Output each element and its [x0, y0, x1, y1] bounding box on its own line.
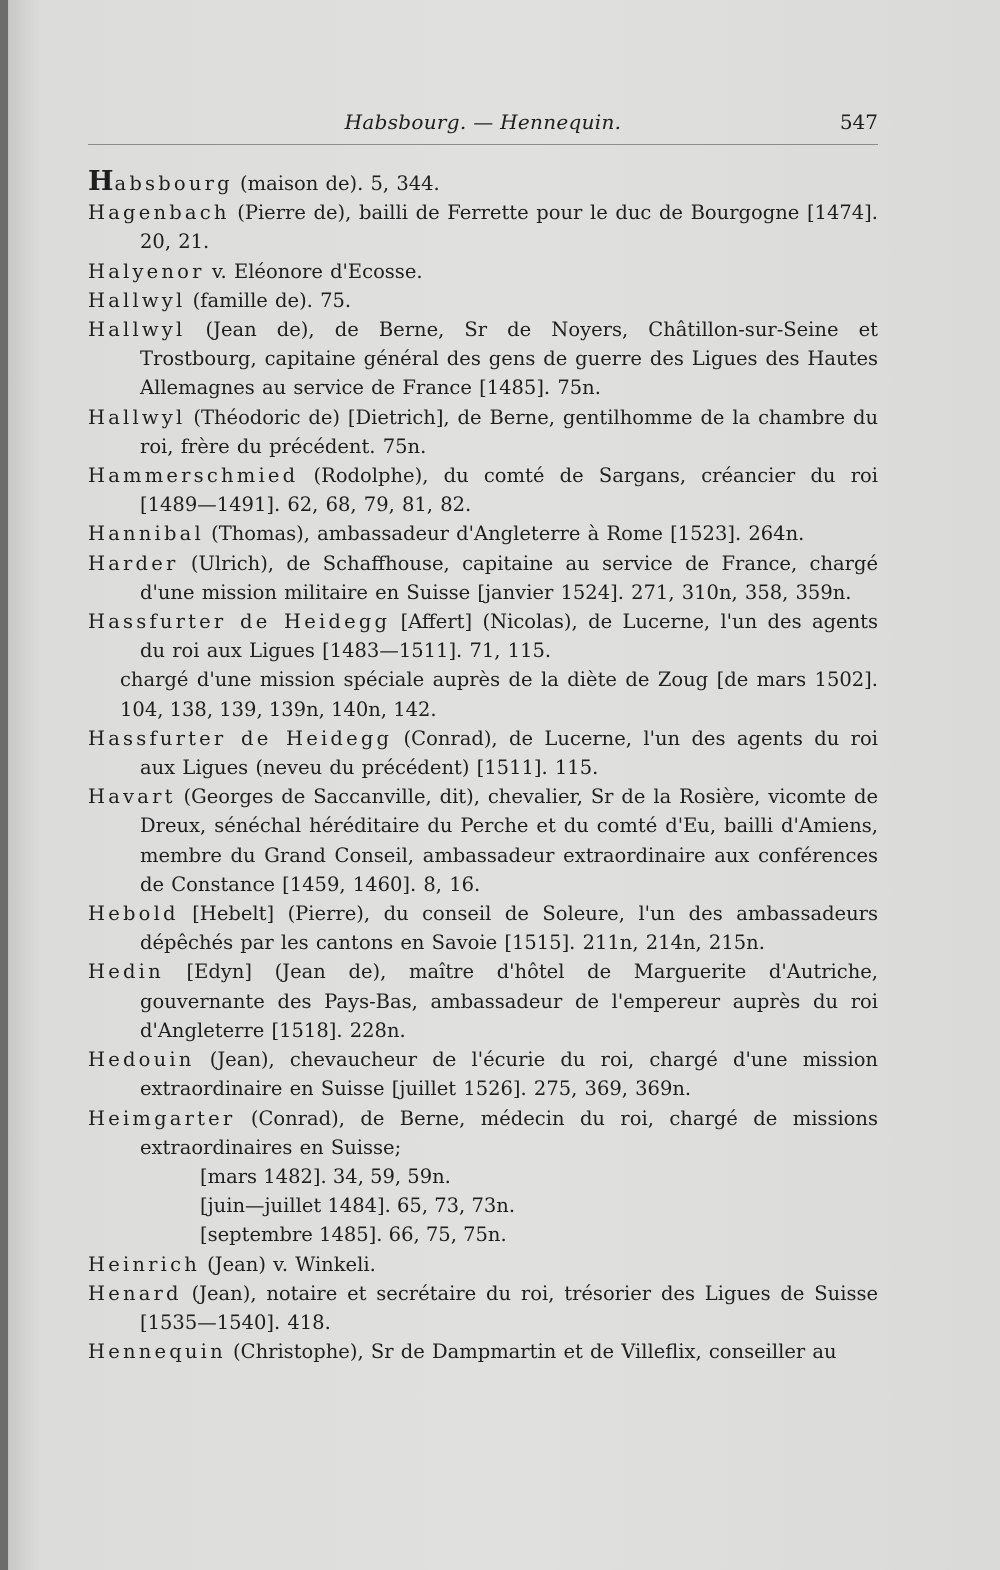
- index-entry: [88, 724, 878, 782]
- entry-text: (Rodolphe), du comté de Sargans, créancier du roi [1489—1491]. 62, 68, 79, 81, 82.: [140, 464, 878, 517]
- index-entry: [88, 607, 878, 665]
- entry-text: (Georges de Saccanville, dit), chevalier, Sr de la Rosière, vicomte de Dreux, sénéchal héréditaire du Perche et du comté d'Eu, bailli d'Amiens, membre du Grand Conseil, ambassadeur extraordinaire aux conférences de Constance [1459, 1460]. 8, 16.: [140, 785, 878, 896]
- entry-text: (Conrad), de Berne, médecin du roi, chargé de missions extraordinaires en Suisse;: [140, 1106, 878, 1159]
- index-entry: [88, 957, 878, 1045]
- entry-text: (Ulrich), de Schaffhouse, capitaine au service de France, chargé d'une mission militaire en Suisse [janvier 1524]. 271, 310n, 358, 359n.: [140, 551, 878, 604]
- entry-name: Habsbourg: [88, 166, 233, 197]
- index-entry: [88, 549, 878, 607]
- running-title: Habsbourg. — Hennequin.: [344, 110, 622, 134]
- index-entry: [88, 1045, 878, 1103]
- entry-text: [Hebelt] (Pierre), du conseil de Soleure, l'un des ambassadeurs dépêchés par les cantons en Savoie [1515]. 211n, 214n, 215n.: [140, 902, 878, 955]
- entry-text: (Théodoric de) [Dietrich], de Berne, gentilhomme de la chambre du roi, frère du précédent. 75n.: [140, 405, 878, 458]
- entry-text: (Thomas), ambassadeur d'Angleterre à Rome [1523]. 264n.: [203, 522, 805, 546]
- page-gutter-shadow: [0, 0, 8, 1570]
- entry-text: [mars 1482]. 34, 59, 59n.: [200, 1164, 451, 1188]
- entry-name: Hallwyl: [88, 318, 186, 342]
- entry-name: Hammerschmied: [88, 464, 299, 488]
- index-entry: [88, 286, 878, 315]
- index-entry: [88, 461, 878, 519]
- index-entry: [88, 1250, 878, 1279]
- entry-text: (Jean), notaire et secrétaire du roi, trésorier des Ligues de Suisse [1535—1540]. 418.: [140, 1281, 878, 1334]
- entry-text: (Jean) v. Winkeli.: [199, 1252, 376, 1276]
- index-entry: [88, 167, 878, 198]
- entry-text: v. Eléonore d'Ecosse.: [204, 259, 423, 283]
- entry-name: Hallwyl: [88, 288, 186, 312]
- index-entry: [88, 403, 878, 461]
- index-entry: [88, 519, 878, 548]
- index-entry: [88, 257, 878, 286]
- entry-name: Halyenor: [88, 259, 205, 283]
- entry-name: Havart: [88, 785, 176, 809]
- entry-name: Hedin: [88, 960, 164, 984]
- entry-name: Hallwyl: [88, 405, 186, 429]
- index-date-line: [88, 1191, 878, 1220]
- index-entry: [88, 1279, 878, 1337]
- page-number: 547: [839, 110, 878, 134]
- page-header: [88, 106, 878, 140]
- entry-name: Heimgarter: [88, 1106, 236, 1130]
- entry-name: Heinrich: [88, 1252, 200, 1276]
- entry-text: (Pierre de), bailli de Ferrette pour le duc de Bourgogne [1474]. 20, 21.: [140, 201, 878, 254]
- index-entry: [88, 1104, 878, 1162]
- entry-text: [juin—juillet 1484]. 65, 73, 73n.: [200, 1194, 516, 1218]
- index-date-line: [88, 1162, 878, 1191]
- entry-text: [Edyn] (Jean de), maître d'hôtel de Marguerite d'Autriche, gouvernante des Pays-Bas, ambassadeur de l'empereur auprès du roi d'Angleterre [1518]. 228n.: [140, 960, 878, 1042]
- entry-text: (Jean de), de Berne, Sr de Noyers, Châtillon-sur-Seine et Trostbourg, capitaine général des gens de guerre des Ligues des Hautes Allemagnes au service de France [1485]. 75n.: [140, 318, 878, 400]
- index-entry: [88, 782, 878, 899]
- header-rule: [88, 144, 878, 145]
- entry-text: (Christophe), Sr de Dampmartin et de Villeflix, conseiller au: [225, 1340, 837, 1364]
- index-entry: [88, 899, 878, 957]
- index-entry: [88, 1337, 878, 1366]
- entry-name: Hennequin: [88, 1340, 226, 1364]
- entry-text: (maison de). 5, 344.: [232, 172, 440, 195]
- entry-text: [septembre 1485]. 66, 75, 75n.: [200, 1223, 507, 1247]
- entry-name: Hebold: [88, 902, 179, 926]
- entry-name: Henard: [88, 1281, 182, 1305]
- entry-name: Harder: [88, 551, 179, 575]
- entry-name: Hagenbach: [88, 201, 230, 225]
- entry-text: (famille de). 75.: [185, 288, 352, 312]
- entry-text: (Jean), chevaucheur de l'écurie du roi, chargé d'une mission extraordinaire en Suisse [juillet 1526]. 275, 369, 369n.: [140, 1048, 878, 1101]
- entry-name: Hedouin: [88, 1048, 195, 1072]
- entry-name: Hassfurter de Heidegg: [88, 610, 391, 634]
- index-date-line: [88, 1220, 878, 1249]
- entry-text: (Conrad), de Lucerne, l'un des agents du roi aux Ligues (neveu du précédent) [1511]. 115.: [140, 726, 878, 780]
- entry-name: Hannibal: [88, 522, 204, 546]
- entry-text: [Affert] (Nicolas), de Lucerne, l'un des agents du roi aux Ligues [1483—1511]. 71, 115.: [140, 610, 879, 663]
- index-entries: [88, 167, 878, 1366]
- entry-name: Hassfurter de Heidegg: [88, 726, 393, 750]
- index-subentry: [88, 665, 878, 723]
- index-entry: [88, 315, 878, 403]
- entry-text: chargé d'une mission spéciale auprès de la diète de Zoug [de mars 1502]. 104, 138, 139, 139n, 140n, 142.: [120, 668, 878, 721]
- index-entry: [88, 198, 878, 256]
